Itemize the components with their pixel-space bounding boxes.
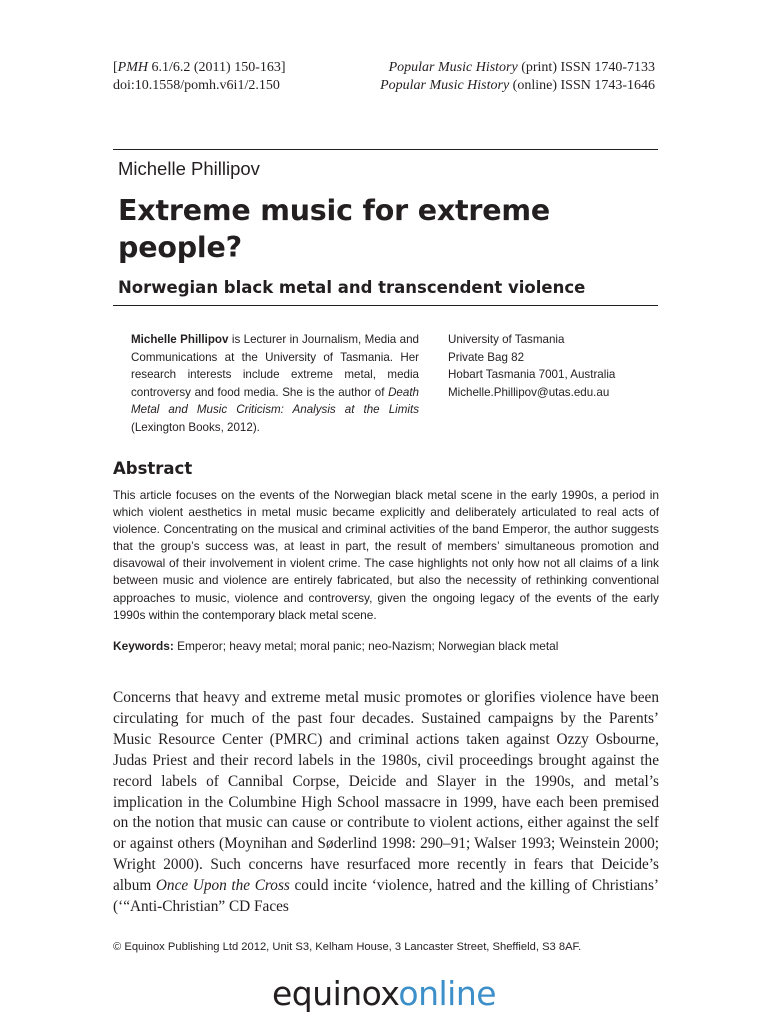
body-paragraph: Concerns that heavy and extreme metal music promotes or glorifies violence have been circulating for much of the past four decades. Sustained campaigns by the Parents’ Music Resource Center (PMRC) and criminal actions taken against Ozzy Osbourne, Judas Priest and their record labels in the 1980s, civil proceedings brought against the record labels of Cannibal Corpse, Deicide and Slayer in the 1990s, and metal’s implication in the Columbine High School massacre in 1999, have each been premised on the notion that music can cause or contribute to violent actions, either against the self or against others (Moynihan and Søderlind 1998: 290–91; Walser 1993; Weinstein 2000; Wright 2000). Such concerns have resurfaced more recently in fears that Deicide’s album Once Upon the Cross could incite ‘violence, hatred and the killing of Christians’ (‘“Anti-Christian” CD Faces [113, 689, 660, 916]
article-subtitle: Norwegian black metal and transcendent violence [118, 278, 586, 297]
copyright-notice: © Equinox Publishing Ltd 2012, Unit S3, Kelham House, 3 Lancaster Street, Sheffield, S3 8AF. [113, 941, 582, 953]
bio-book-title: Death Metal and Music Criticism: Analysis at the Limits [131, 385, 419, 417]
issn-online: Popular Music History (online) ISSN 1743-1646 [380, 78, 655, 93]
author-email[interactable]: Michelle.Phillipov@utas.edu.au [448, 385, 610, 399]
issn-print: Popular Music History (print) ISSN 1740-7133 [388, 60, 655, 75]
album-title: Once Upon the Cross [155, 877, 290, 895]
address-line: Hobart Tasmania 7001, Australia [448, 368, 616, 382]
article-author: Michelle Phillipov [118, 158, 260, 179]
keywords-label: Keywords: [113, 639, 174, 653]
issn-info [380, 59, 655, 95]
author-bio: Michelle Phillipov is Lecturer in Journalism, Media and Communications at the University of Tasmania. Her research interests include extreme metal, media controversy and food media. She is the author of Death Metal and Music Criticism: Analysis at the Limits (Lexington Books, 2012). [131, 333, 420, 434]
abstract-heading: Abstract [113, 459, 193, 478]
abstract-text: This article focuses on the events of the Norwegian black metal scene in the early 1990s, a period in which violent aesthetics in metal music became explicitly and deliberately articulated to real acts of violence. Concentrating on the musical and criminal activities of the band Emperor, the author suggests that the group’s success was, at least in part, the result of members’ simultaneous promotion and disavowal of their involvement in violent crime. The case highlights not only how not all claims of a link between music and violence are entirely fabricated, but also the necessity of rethinking conventional approaches to music, violence and controversy, given the ongoing legacy of the events of the early 1990s within the contemporary black metal scene. [113, 488, 659, 622]
citation-line-1: [PMH 6.1/6.2 (2011) 150-163] [113, 60, 286, 75]
author-address [448, 331, 658, 401]
address-line: University of Tasmania [448, 333, 565, 346]
article-title: Extreme music for extreme people? [118, 194, 551, 264]
equinox-online-logo: equinoxonline [271, 974, 497, 1013]
keywords: Keywords: Emperor; heavy metal; moral panic; neo-Nazism; Norwegian black metal [113, 639, 559, 653]
doi-line: doi:10.1558/pomh.v6i1/2.150 [113, 78, 280, 93]
journal-citation [113, 59, 286, 95]
top-rule [113, 149, 658, 150]
address-line: Private Bag 82 [448, 350, 525, 364]
title-rule [113, 305, 658, 306]
bio-name: Michelle Phillipov [131, 333, 229, 346]
journal-abbrev: PMH [117, 60, 148, 75]
